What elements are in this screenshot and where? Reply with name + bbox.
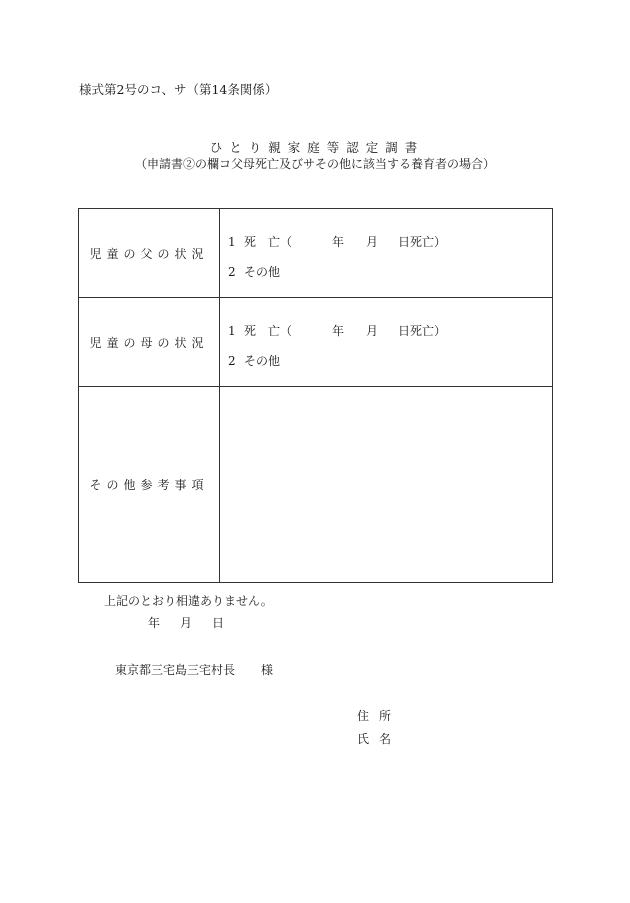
other-notes-label: その他参考事項 [79,387,220,583]
father-status-label: 児童の父の状況 [79,209,220,298]
status-table [78,208,553,583]
father-status-row [79,209,553,298]
document-title: ひとり親家庭等認定調書 [209,140,425,155]
mother-status-label: 児童の母の状況 [79,298,220,387]
date-line[interactable]: 年 月 日 [148,616,225,630]
name-label: 氏名 [357,732,402,746]
mother-status-row [79,298,553,387]
other-notes-field[interactable] [220,387,553,583]
declaration-text: 上記のとおり相違ありません。 [104,594,273,608]
document-subtitle: （申請書②の欄コ父母死亡及びサその他に該当する養育者の場合） [134,157,495,171]
mother-other-option: 2 その他 [228,354,281,368]
address-label: 住所 [357,709,402,723]
father-other-option: 2 その他 [228,265,281,279]
father-death-option: 1 死 亡（ 年 月 日死亡） [228,235,447,249]
mother-death-option: 1 死 亡（ 年 月 日死亡） [228,324,447,338]
form-number: 様式第2号のコ、サ（第14条関係） [79,82,278,97]
father-status-field[interactable] [220,209,553,298]
addressee: 東京都三宅島三宅村長 様 [115,663,274,677]
mother-status-field[interactable] [220,298,553,387]
other-notes-row [79,387,553,583]
